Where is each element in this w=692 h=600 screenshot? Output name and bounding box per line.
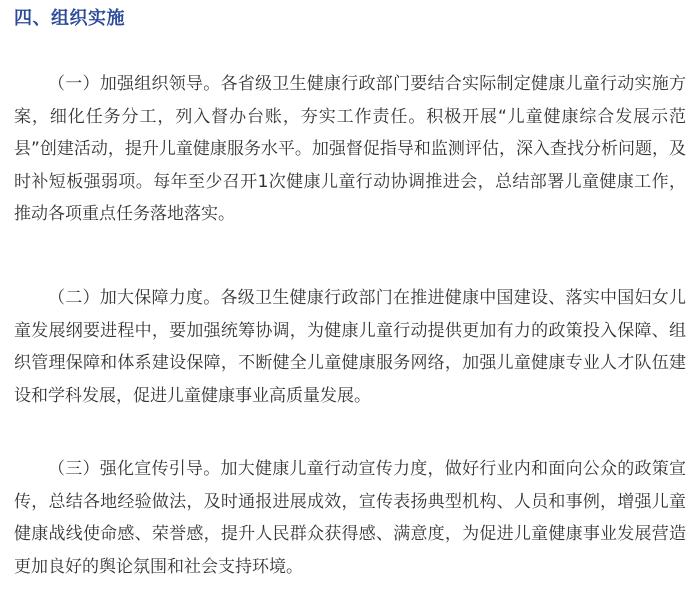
paragraph-publicity-guidance: （三）强化宣传引导。加大健康儿童行动宣传力度，做好行业内和面向公众的政策宣传，总结各地经验做法，及时通报进展成效，宣传表扬典型机构、人员和事例，增强儿童健康战线使命感、荣誉感，提升人民群众获得感、满意度，为促进儿童健康事业发展营造更加良好的舆论氛围和社会支持环境。 (14, 459, 686, 577)
paragraph-support-guarantee: （二）加大保障力度。各级卫生健康行政部门在推进健康中国建设、落实中国妇女儿童发展纲要进程中，要加强统筹协调，为健康儿童行动提供更加有力的政策投入保障、组织管理保障和体系建设保障，不断健全儿童健康服务网络，加强儿童健康专业人才队伍建设和学科发展，促进儿童健康事业高质量发展。 (14, 288, 686, 406)
section-heading: 四、组织实施 (14, 8, 125, 29)
paragraph-organization-leadership: （一）加强组织领导。各省级卫生健康行政部门要结合实际制定健康儿童行动实施方案，细化任务分工，列入督办台账，夯实工作责任。积极开展“儿童健康综合发展示范县”创建活动，提升儿童健康服务水平。加强督促指导和监测评估，深入查找分析问题，及时补短板强弱项。每年至少召开1次健康儿童行动协调推进会，总结部署儿童健康工作，推动各项重点任务落地落实。 (14, 74, 686, 225)
